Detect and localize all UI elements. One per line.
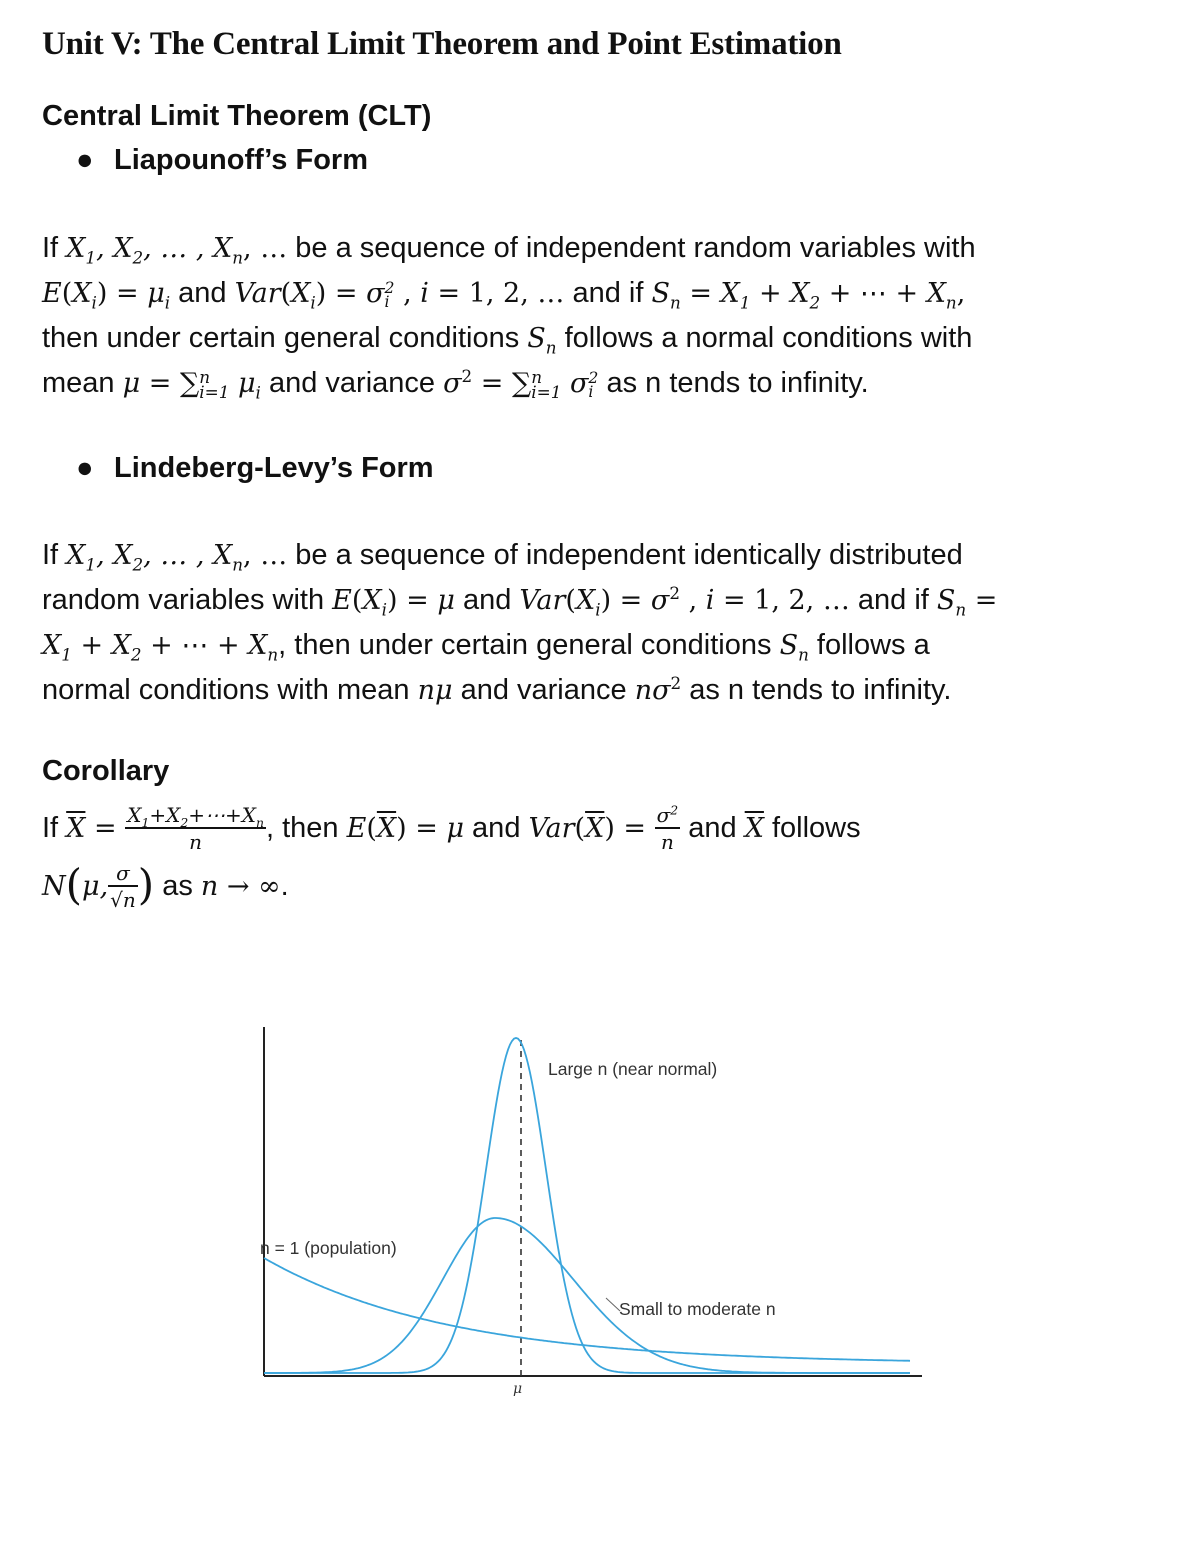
liapounoff-paragraph: If $X_1$, $X_2$, … , $X_n$, … be a sequence of independent random variables with $E(X_i) = \mu_i$ and $Var(X_i) = \sigma$ 2 i , i = 1, 2, … and if $S_n = X_1 + X_2$ + ⋯ + $X_n$, then under certain general conditions $S_n$ follows a normal conditions with mean μ = ∑ n i=1 $\mu_i$ and variance $\sigma^2$ = ∑ n i=1 σ 2 i as n tends to infinity. bbox=[42, 232, 976, 403]
lindeberg-paragraph: If $X_1$, $X_2$, … , $X_n$, … be a sequence of independent identically distributed random variables with $E(X_i) = \mu$ and $Var(X_i) = \sigma^2$ , i = 1, 2, … and if $S_n$ = $X_1 + X_2$ + ⋯ + $X_n$, then under certain general conditions $S_n$ follows a normal conditions with mean nμ and variance $n\sigma^2$ as n tends to infinity. bbox=[42, 539, 998, 706]
annotation-population: n = 1 (population) bbox=[260, 1238, 397, 1258]
x-axis-label-mu: μ bbox=[513, 1381, 523, 1397]
annotation-leader bbox=[606, 1298, 620, 1311]
corollary-paragraph: If $\overline{X}$ = $\frac{X_1+X_2+\cdots+X_n}{n}$ , then $E(\overline{X}) = \mu$ and $Var(\overline{X})$ = $\frac{\sigma^2}{n}$ and $\overline{X}$ follows N(μ, $\frac{\sigma}{√n}$ ) as n → ∞. bbox=[42, 802, 861, 913]
page-title: Unit V: The Central Limit Theorem and Point Estimation bbox=[42, 26, 842, 62]
corollary-heading: Corollary bbox=[42, 755, 170, 787]
annotation-small-n: Small to moderate n bbox=[619, 1299, 776, 1319]
curve-large-n bbox=[264, 1038, 910, 1373]
liapounoff-heading: Liapounoff’s Form bbox=[114, 144, 368, 176]
lindeberg-heading: Lindeberg-Levy’s Form bbox=[114, 452, 434, 484]
bullet-dot-icon: ● bbox=[76, 452, 94, 484]
annotation-large-n: Large n (near normal) bbox=[548, 1059, 718, 1079]
section-heading-clt: Central Limit Theorem (CLT) bbox=[42, 100, 432, 132]
bullet-dot-icon: ● bbox=[76, 144, 94, 176]
curve-population bbox=[264, 1258, 910, 1361]
